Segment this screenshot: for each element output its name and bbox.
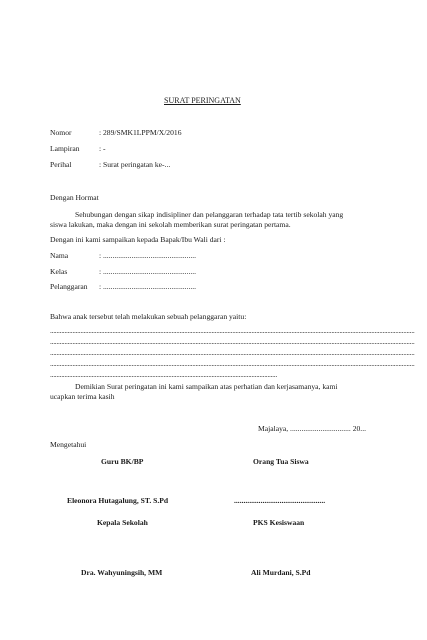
- perihal-value: : Surat peringatan ke-...: [99, 160, 171, 169]
- guru-bk-name: Eleonora Hutagalung, ST. S.Pd: [67, 496, 169, 505]
- dotted-line: ....................................................................................................................................................................................................................................: [50, 359, 415, 368]
- kelas-value: : .................................................: [99, 267, 197, 276]
- pks-kesiswaan-name: Ali Murdani, S.Pd: [251, 568, 311, 577]
- dotted-line: ....................................................................................................................................................................................................................................: [50, 337, 415, 346]
- dotted-line: ....................................................................................................................................................................................................................................: [50, 348, 415, 357]
- paragraph1-line2: siswa lakukan, maka dengan ini sekolah memberikan surat peringatan pertama.: [50, 220, 291, 229]
- violation-intro: Bahwa anak tersebut telah melakukan sebuah pelanggaran yaitu:: [50, 312, 247, 321]
- nomor-label: Nomor: [50, 128, 72, 137]
- kepala-sekolah-name: Dra. Wahyuningsih, MM: [81, 568, 163, 577]
- pks-kesiswaan-title: PKS Kesiswaan: [253, 518, 305, 527]
- orang-tua-signature-line: ................................................: [234, 496, 326, 505]
- dotted-line: ..............................................................................................................................................: [50, 370, 277, 379]
- closing-line1: Demikian Surat peringatan ini kami sampaikan atas perhatian dan kerjasamanya, kami: [75, 382, 338, 391]
- mengetahui-label: Mengetahui: [50, 440, 87, 449]
- intro-text: Dengan ini kami sampaikan kepada Bapak/Ibu Wali dari :: [50, 235, 226, 244]
- nomor-value: : 289/SMK1LPPM/X/2016: [99, 128, 182, 137]
- closing-line2: ucapkan terima kasih: [50, 392, 115, 401]
- greeting: Dengan Hormat: [50, 193, 99, 202]
- orang-tua-title: Orang Tua Siswa: [253, 457, 309, 466]
- place-date: Majalaya, ................................ 20...: [258, 424, 366, 433]
- nama-label: Nama: [50, 251, 69, 260]
- kelas-label: Kelas: [50, 267, 68, 276]
- kepala-sekolah-title: Kepala Sekolah: [97, 518, 148, 527]
- nama-value: : .................................................: [99, 251, 197, 260]
- pelanggaran-label: Pelanggaran: [50, 282, 88, 291]
- pelanggaran-value: : .................................................: [99, 282, 197, 291]
- paragraph1-line1: Sehubungan dengan sikap indisipliner dan pelanggaran terhadap tata tertib sekolah yang: [75, 210, 344, 219]
- lampiran-value: : -: [99, 144, 106, 153]
- perihal-label: Perihal: [50, 160, 72, 169]
- lampiran-label: Lampiran: [50, 144, 80, 153]
- letter-title: SURAT PERINGATAN: [164, 96, 241, 105]
- dotted-line: ....................................................................................................................................................................................................................................: [50, 326, 415, 335]
- guru-bk-title: Guru BK/BP: [101, 457, 144, 466]
